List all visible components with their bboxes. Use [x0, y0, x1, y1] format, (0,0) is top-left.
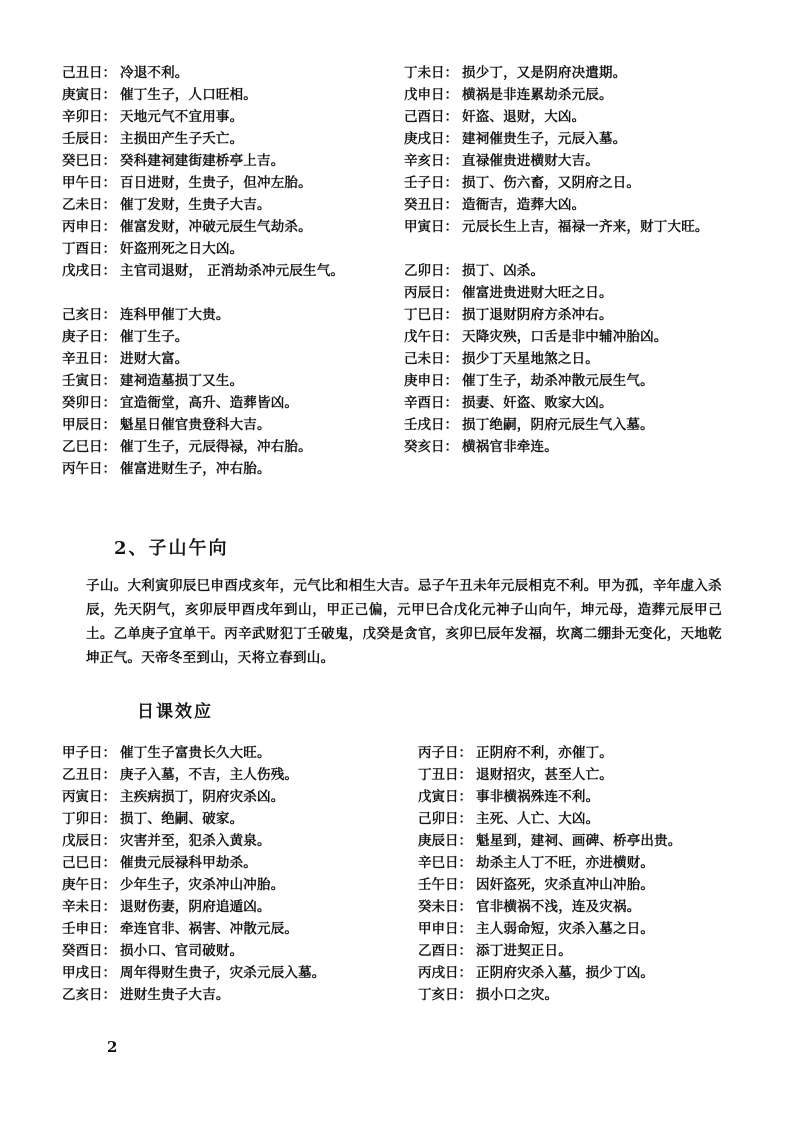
day-text: 正阴府灾杀入墓，损少丁凶。 — [476, 965, 655, 981]
list-item — [418, 852, 776, 874]
day-label: 丁未日： — [404, 65, 458, 81]
day-text: 催富进贵进财大旺之日。 — [462, 285, 613, 301]
day-label: 己巳日： — [62, 855, 116, 871]
day-text: 庚子入墓，不吉，主人伤残。 — [120, 767, 299, 783]
day-label: 丙寅日： — [62, 789, 116, 805]
day-text: 天降灾殃，口舌是非中辅冲胎凶。 — [462, 329, 668, 345]
day-label: 己未日： — [404, 351, 458, 367]
day-text: 主人弱命短，灾杀入墓之日。 — [476, 921, 655, 937]
list-item — [62, 808, 410, 830]
list-item — [404, 414, 722, 436]
list-item — [418, 764, 776, 786]
list-item — [62, 852, 410, 874]
list-item — [62, 984, 410, 1006]
day-text: 损丁、伤六畜，又阴府之日。 — [462, 175, 641, 191]
list-item — [404, 62, 722, 84]
day-text: 催贵元辰禄科甲劫杀。 — [120, 855, 257, 871]
day-text: 魁星到，建祠、画碑、桥亭出贵。 — [476, 833, 682, 849]
day-label: 己卯日： — [418, 811, 472, 827]
day-label: 丁巳日： — [404, 307, 458, 323]
day-text: 奸盗、退财，大凶。 — [462, 109, 586, 125]
day-text: 损丁退财阴府方杀冲右。 — [462, 307, 613, 323]
day-text: 少年生子，灾杀冲山冲胎。 — [120, 877, 285, 893]
day-text: 横祸是非连累劫杀元辰。 — [462, 87, 613, 103]
day-label: 辛未日： — [62, 899, 116, 915]
day-label: 乙酉日： — [418, 943, 472, 959]
day-text: 劫杀主人丁不旺，亦进横财。 — [476, 855, 655, 871]
day-text: 宜造衙堂，高升、造葬皆凶。 — [120, 395, 299, 411]
day-label: 戊辰日： — [62, 833, 116, 849]
day-label: 壬子日： — [404, 175, 458, 191]
day-text: 进财大富。 — [120, 351, 189, 367]
day-text: 元辰长生上吉，福禄一齐来，财丁大旺。 — [462, 219, 709, 235]
list-item — [62, 742, 410, 764]
day-text: 催丁发财，生贵子大吉。 — [120, 197, 271, 213]
list-item — [404, 348, 722, 370]
day-label: 壬申日： — [62, 921, 116, 937]
list-item — [62, 764, 410, 786]
list-item — [418, 984, 776, 1006]
day-text: 损小口之灾。 — [476, 987, 559, 1003]
day-label: 丙子日： — [418, 745, 472, 761]
day-text: 灾害并至，犯杀入黄泉。 — [120, 833, 271, 849]
list-item — [62, 128, 380, 150]
day-text: 主官司退财， 正消劫杀冲元辰生气。 — [120, 263, 345, 279]
list-item — [404, 194, 722, 216]
day-text: 损小口、官司破财。 — [120, 943, 244, 959]
day-label: 癸亥日： — [404, 439, 458, 455]
list-item — [418, 786, 776, 808]
day-label: 乙丑日： — [62, 767, 116, 783]
day-label: 乙未日： — [62, 197, 116, 213]
day-text: 催丁生子富贵长久大旺。 — [120, 745, 271, 761]
day-text: 主疾病损丁，阴府灾杀凶。 — [120, 789, 285, 805]
day-label: 己丑日： — [62, 65, 116, 81]
list-item — [62, 458, 380, 480]
subsection-heading: 日课效应 — [137, 702, 213, 722]
day-text: 主损田产生子夭亡。 — [120, 131, 244, 147]
list-item — [62, 962, 410, 984]
day-text: 损丁、凶杀。 — [462, 263, 545, 279]
list-item — [418, 808, 776, 830]
day-text: 损妻、奸盗、败家大凶。 — [462, 395, 613, 411]
day-label: 甲申日： — [418, 921, 472, 937]
list-item — [62, 370, 380, 392]
day-label: 癸丑日： — [404, 197, 458, 213]
day-label: 庚辰日： — [418, 833, 472, 849]
day-list-2-left — [62, 742, 410, 1006]
day-label: 癸巳日： — [62, 153, 116, 169]
day-text: 因奸盗死，灾杀直冲山冲胎。 — [476, 877, 655, 893]
day-text: 建祠催贵生子，元辰入墓。 — [462, 131, 627, 147]
day-label: 乙巳日： — [62, 439, 116, 455]
day-label: 庚申日： — [404, 373, 458, 389]
list-item — [62, 260, 380, 304]
list-item — [418, 918, 776, 940]
day-text: 建祠造墓损丁又生。 — [120, 373, 244, 389]
day-label: 甲辰日： — [62, 417, 116, 433]
day-label: 戊申日： — [404, 87, 458, 103]
list-item — [62, 62, 380, 84]
list-item — [418, 962, 776, 984]
day-list-1-right — [404, 62, 722, 458]
day-text: 百日进财，生贵子，但冲左胎。 — [120, 175, 312, 191]
day-label: 辛巳日： — [418, 855, 472, 871]
day-text: 催富发财，冲破元辰生气劫杀。 — [120, 219, 312, 235]
day-label: 辛丑日： — [62, 351, 116, 367]
day-text: 官非横祸不浅，连及灾祸。 — [476, 899, 641, 915]
day-text: 退财招灾，甚至人亡。 — [476, 767, 613, 783]
day-label: 庚子日： — [62, 329, 116, 345]
day-text: 事非横祸殊连不利。 — [476, 789, 600, 805]
day-text: 催丁生子，元辰得禄，冲右胎。 — [120, 439, 312, 455]
day-label: 甲寅日： — [404, 219, 458, 235]
day-label: 癸未日： — [418, 899, 472, 915]
day-label: 乙卯日： — [404, 263, 458, 279]
list-item — [62, 392, 380, 414]
day-label: 己酉日： — [404, 109, 458, 125]
day-text: 主死、人亡、大凶。 — [476, 811, 600, 827]
list-item — [62, 918, 410, 940]
list-item — [418, 940, 776, 962]
list-item — [404, 260, 722, 282]
list-item — [404, 370, 722, 392]
day-label: 壬午日： — [418, 877, 472, 893]
day-text: 周年得财生贵子，灾杀元辰入墓。 — [120, 965, 326, 981]
section-paragraph: 子山。大利寅卯辰巳申酉戌亥年，元气比和相生大吉。忌子午丑未年元辰相克不利。甲为孤，辛年虚入杀辰，先天阴气，亥卯辰甲酉戌年到山，甲正己偏，元甲巳合戊化元神子山向午，坤元母，造葬元辰甲己土。乙单庚子宜单干。丙辛武财犯丁壬破鬼，戊癸是贪官，亥卯巳辰年发福，坎离二绷卦无变化，天地乾坤正气。天帝冬至到山，天将立春到山。 — [86, 578, 722, 666]
list-item — [62, 84, 380, 106]
day-label: 庚午日： — [62, 877, 116, 893]
day-label: 壬寅日： — [62, 373, 116, 389]
day-text: 连科甲催丁大贵。 — [120, 307, 230, 323]
day-label: 甲戌日： — [62, 965, 116, 981]
day-text: 进财生贵子大吉。 — [120, 987, 230, 1003]
day-text: 横祸官非牵连。 — [462, 439, 558, 455]
list-item — [62, 874, 410, 896]
day-list-1-left — [62, 62, 380, 480]
list-item — [62, 436, 380, 458]
list-item — [62, 830, 410, 852]
day-label: 癸卯日： — [62, 395, 116, 411]
day-text: 癸科建祠建街建桥亭上吉。 — [120, 153, 285, 169]
day-label: 甲午日： — [62, 175, 116, 191]
list-item — [404, 216, 722, 260]
day-label: 丁卯日： — [62, 811, 116, 827]
list-item — [418, 742, 776, 764]
day-label: 甲子日： — [62, 745, 116, 761]
day-text: 奸盗刑死之日大凶。 — [120, 241, 244, 257]
list-item — [418, 874, 776, 896]
day-text: 直禄催贵进横财大吉。 — [462, 153, 599, 169]
day-text: 催丁生子。 — [120, 329, 189, 345]
page-number: 2 — [107, 1038, 118, 1056]
day-text: 损丁绝嗣，阴府元辰生气入墓。 — [462, 417, 654, 433]
day-label: 壬戌日： — [404, 417, 458, 433]
day-text: 天地元气不宜用事。 — [120, 109, 244, 125]
list-item — [62, 786, 410, 808]
day-text: 魁星日催官贵登科大吉。 — [120, 417, 271, 433]
day-text: 牵连官非、祸害、冲散元辰。 — [120, 921, 299, 937]
list-item — [62, 238, 380, 260]
day-label: 辛亥日： — [404, 153, 458, 169]
list-item — [404, 84, 722, 106]
day-text: 催丁生子，劫杀冲散元辰生气。 — [462, 373, 654, 389]
list-item — [62, 940, 410, 962]
section-heading: 2、子山午向 — [114, 538, 229, 559]
day-label: 丁酉日： — [62, 241, 116, 257]
list-item — [404, 150, 722, 172]
day-label: 己亥日： — [62, 307, 116, 323]
day-label: 丙辰日： — [404, 285, 458, 301]
day-label: 庚戌日： — [404, 131, 458, 147]
day-label: 庚寅日： — [62, 87, 116, 103]
day-text: 添丁进契正日。 — [476, 943, 572, 959]
day-label: 戊戌日： — [62, 263, 116, 279]
day-label: 癸酉日： — [62, 943, 116, 959]
list-item — [62, 304, 380, 326]
list-item — [62, 216, 380, 238]
day-label: 辛酉日： — [404, 395, 458, 411]
list-item — [62, 348, 380, 370]
list-item — [62, 896, 410, 918]
list-item — [404, 282, 722, 304]
day-label: 丙戌日： — [418, 965, 472, 981]
day-text: 损丁、绝嗣、破家。 — [120, 811, 244, 827]
list-item — [404, 128, 722, 150]
list-item — [404, 392, 722, 414]
day-text: 退财伤妻，阴府追遁凶。 — [120, 899, 271, 915]
day-label: 辛卯日： — [62, 109, 116, 125]
list-item — [62, 414, 380, 436]
list-item — [62, 150, 380, 172]
day-label: 丙申日： — [62, 219, 116, 235]
list-item — [418, 830, 776, 852]
list-item — [404, 106, 722, 128]
day-label: 丁丑日： — [418, 767, 472, 783]
list-item — [62, 194, 380, 216]
day-list-2-right — [418, 742, 776, 1006]
list-item — [404, 172, 722, 194]
day-label: 壬辰日： — [62, 131, 116, 147]
list-item — [62, 326, 380, 348]
day-label: 戊午日： — [404, 329, 458, 345]
list-item — [418, 896, 776, 918]
day-text: 正阴府不利，亦催丁。 — [476, 745, 613, 761]
list-item — [62, 106, 380, 128]
day-text: 损少丁，又是阴府决遣期。 — [462, 65, 627, 81]
day-text: 损少丁天星地煞之日。 — [462, 351, 599, 367]
day-text: 催丁生子，人口旺相。 — [120, 87, 257, 103]
day-text: 冷退不利。 — [120, 65, 189, 81]
list-item — [62, 172, 380, 194]
list-item — [404, 304, 722, 326]
day-label: 丁亥日： — [418, 987, 472, 1003]
day-text: 催富进财生子，冲右胎。 — [120, 461, 271, 477]
list-item — [404, 326, 722, 348]
day-text: 造衙吉，造葬大凶。 — [462, 197, 586, 213]
day-label: 戊寅日： — [418, 789, 472, 805]
day-label: 乙亥日： — [62, 987, 116, 1003]
list-item — [404, 436, 722, 458]
day-label: 丙午日： — [62, 461, 116, 477]
